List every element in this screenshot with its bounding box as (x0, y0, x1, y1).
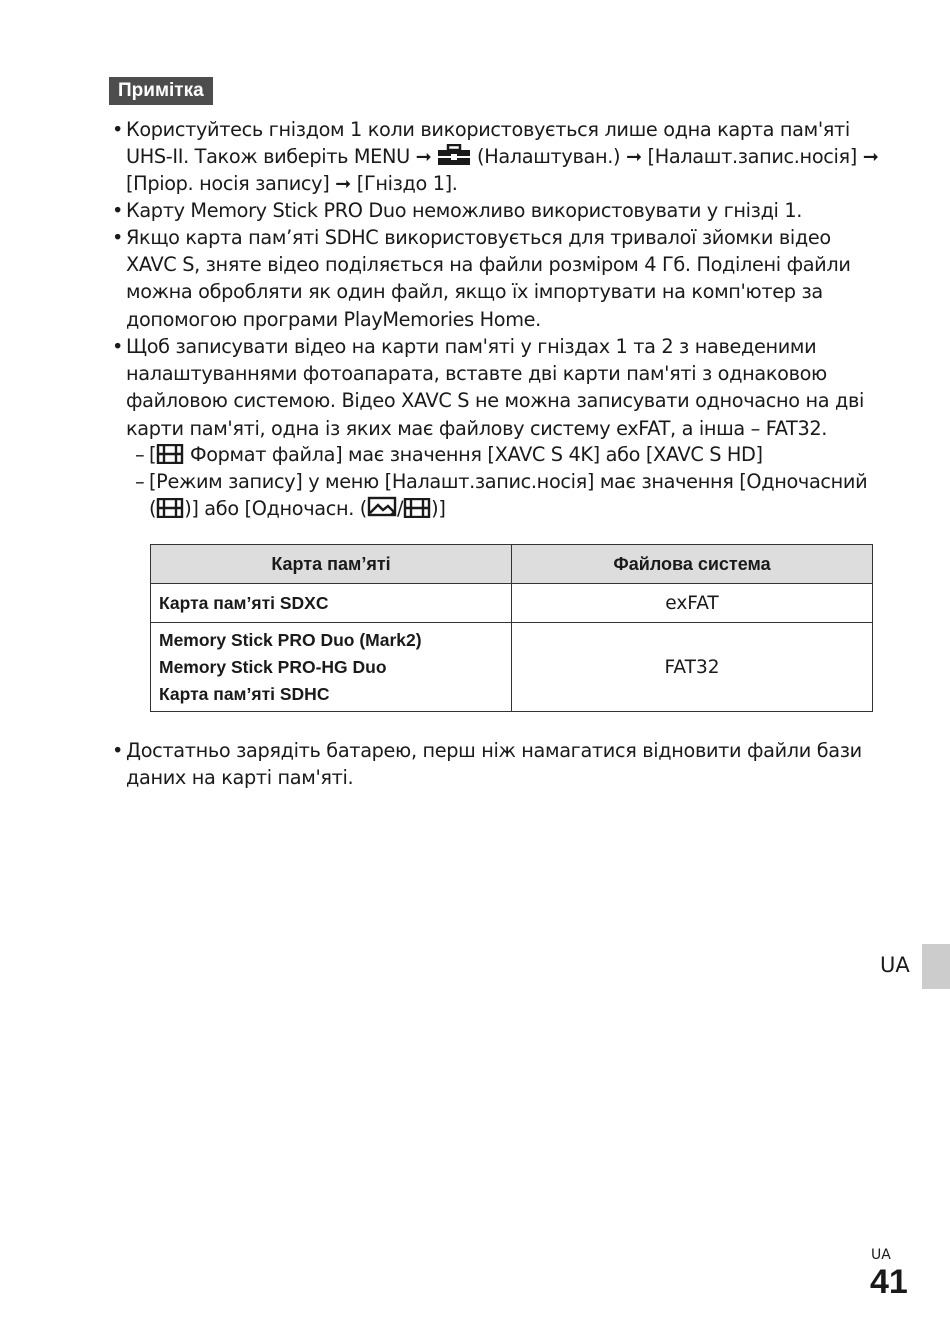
bullet-text: Якщо карта пам’яті SDHC використовується для тривалої зйомки відео XAVC S, зняте відео поділяється на файли розміром 4 Гб. Поділені файли можна обробляти як один файл, якщо їх імпортувати на комп'ютер за допомогою програми PlayMemories Home. (126, 226, 851, 331)
sub-item (135, 441, 875, 468)
sub-item (135, 468, 875, 522)
bullet-dot: • (112, 199, 124, 222)
arrow-icon: ➞ (862, 145, 879, 169)
bullet-text: Достатньо зарядіть батарею, перш ніж намагатися відновити файли бази даних на карті пам'яті. (126, 739, 862, 790)
card-cell (151, 623, 512, 712)
bullet-text-part: [Пріор. носія запису] (126, 172, 330, 196)
table-header-fs: Файлова система (512, 545, 873, 584)
bullet-dot: • (112, 118, 124, 141)
fs-cell: FAT32 (512, 623, 873, 712)
bullet-text: Щоб записувати відео на карти пам'яті у гніздах 1 та 2 з наведеними налаштуваннями фотоапарата, вставте дві карти пам'яті з однаковою файловою системою. Відео XAVC S не можна записувати одночасно на дві карти пам'яті, одна із яких має файлову систему exFAT, а інша – FAT32. (126, 335, 864, 440)
fs-cell: exFAT (512, 584, 873, 623)
film-icon (403, 498, 431, 518)
note-label: Примітка (109, 77, 213, 105)
card-name: Memory Stick PRO Duo (Mark2) (159, 629, 422, 650)
sub-dash: – (135, 470, 145, 493)
table-header-row (151, 545, 873, 584)
arrow-icon: ➞ (415, 145, 432, 169)
sub-text-part: [Режим запису] у меню [Налашт.запис.носія] має значення [Одночасний ( (149, 470, 868, 521)
film-icon (156, 444, 184, 464)
sub-text-part: )] або [Одночасн. ( (184, 497, 367, 521)
bullet-text-part: (Налаштуван.) (477, 145, 621, 169)
file-system-table (150, 544, 873, 712)
table-header-card: Карта пам’яті (151, 545, 512, 584)
side-language-label: UA (880, 953, 910, 977)
card-name: Memory Stick PRO-HG Duo (159, 656, 387, 677)
bullet-item (112, 116, 882, 198)
bullet-text: Карту Memory Stick PRO Duo неможливо використовувати у гнізді 1. (126, 199, 803, 222)
sub-text-part: )] (431, 497, 446, 521)
sub-text-part: Формат файла] має значення [XAVC S 4K] або [XAVC S HD] (189, 443, 763, 466)
table-row (151, 623, 873, 712)
bullet-dot: • (112, 335, 124, 358)
arrow-icon: ➞ (335, 172, 351, 196)
bullet-item (112, 737, 882, 791)
bullet-dot: • (112, 226, 124, 249)
table-row (151, 584, 873, 623)
bullet-text-part: [Гніздо 1]. (356, 172, 458, 196)
sub-dash: – (135, 443, 145, 466)
film-icon (156, 498, 184, 518)
bullet-text-part: Користуйтесь гніздом 1 коли використовується лише одна карта пам'яті UHS-II. Також виберіть MENU (126, 118, 850, 169)
bullet-item (112, 333, 882, 442)
sub-text (135, 468, 875, 522)
bullet-dot: • (112, 739, 124, 762)
sub-text-part: / (396, 497, 404, 521)
bullet-text-part: [Налашт.запис.носія] (647, 145, 857, 169)
toolbox-icon (437, 144, 471, 166)
sub-text-part: [ (149, 443, 157, 466)
arrow-icon: ➞ (625, 145, 642, 169)
card-cell (151, 584, 512, 623)
footer-language: UA (871, 1247, 891, 1263)
page-number: 41 (870, 1263, 908, 1301)
photo-icon (367, 496, 397, 518)
card-name: Карта пам’яті SDXC (159, 592, 329, 613)
bullet-item (112, 224, 882, 333)
bullet-text (112, 116, 882, 198)
sub-text (135, 441, 875, 468)
card-name: Карта пам’яті SDHC (159, 683, 330, 704)
side-tab-marker (922, 944, 950, 989)
bullet-item (112, 197, 882, 224)
